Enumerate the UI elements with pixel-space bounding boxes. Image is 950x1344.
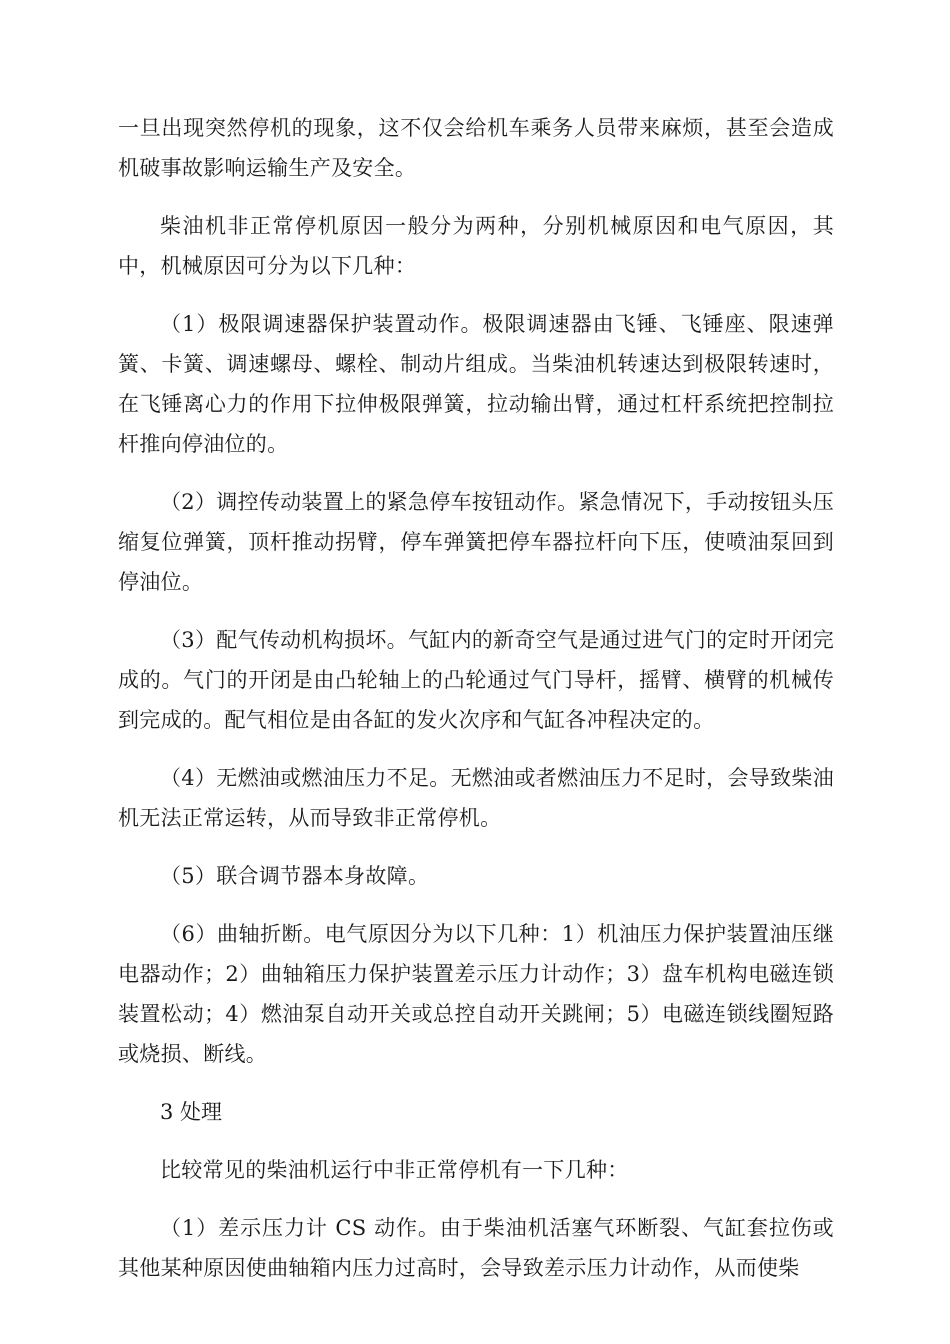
paragraph-differential-gauge: （1）差示压力计 CS 动作。由于柴油机活塞气环断裂、气缸套拉伤或其他某种原因使曲轴箱内压力过高时，会导致差示压力计动作，从而使柴	[118, 1216, 834, 1280]
paragraph-valve-mechanism: （3）配气传动机构损坏。气缸内的新奇空气是通过进气门的定时开闭完成的。气门的开闭是由凸轮轴上的凸轮通过气门导杆，摇臂、横臂的机械传到完成的。配气相位是由各缸的发火次序和气缸各冲程决定的。	[118, 628, 834, 732]
paragraph-common-cases: 比较常见的柴油机运行中非正常停机有一下几种：	[160, 1158, 629, 1182]
paragraph-crankshaft-electrical: （6）曲轴折断。电气原因分为以下几种：1）机油压力保护装置油压继电器动作；2）曲轴箱压力保护装置差示压力计动作；3）盘车机构电磁连锁装置松动；4）燃油泵自动开关或总控自动开关跳闸；5）电磁连锁线圈短路或烧损、断线。	[118, 922, 834, 1066]
paragraph-regulator-fault: （5）联合调节器本身故障。	[160, 864, 430, 888]
paragraph-fuel-pressure: （4）无燃油或燃油压力不足。无燃油或者燃油压力不足时，会导致柴油机无法正常运转，从而导致非正常停机。	[118, 766, 834, 830]
paragraph-emergency-stop: （2）调控传动装置上的紧急停车按钮动作。紧急情况下，手动按钮头压缩复位弹簧，顶杆推动拐臂，停车弹簧把停车器拉杆向下压，使喷油泵回到停油位。	[118, 490, 834, 594]
paragraph-continuation: 一旦出现突然停机的现象，这不仅会给机车乘务人员带来麻烦，甚至会造成机破事故影响运输生产及安全。	[118, 116, 834, 180]
section-heading: 3 处理	[160, 1100, 223, 1124]
document-page	[118, 108, 834, 1306]
paragraph-governor: （1）极限调速器保护装置动作。极限调速器由飞锤、飞锤座、限速弹簧、卡簧、调速螺母、螺栓、制动片组成。当柴油机转速达到极限转速时，在飞锤离心力的作用下拉伸极限弹簧，拉动输出臂，通过杠杆系统把控制拉杆推向停油位的。	[118, 312, 834, 456]
paragraph-causes-intro: 柴油机非正常停机原因一般分为两种，分别机械原因和电气原因，其中，机械原因可分为以下几种：	[118, 214, 834, 278]
